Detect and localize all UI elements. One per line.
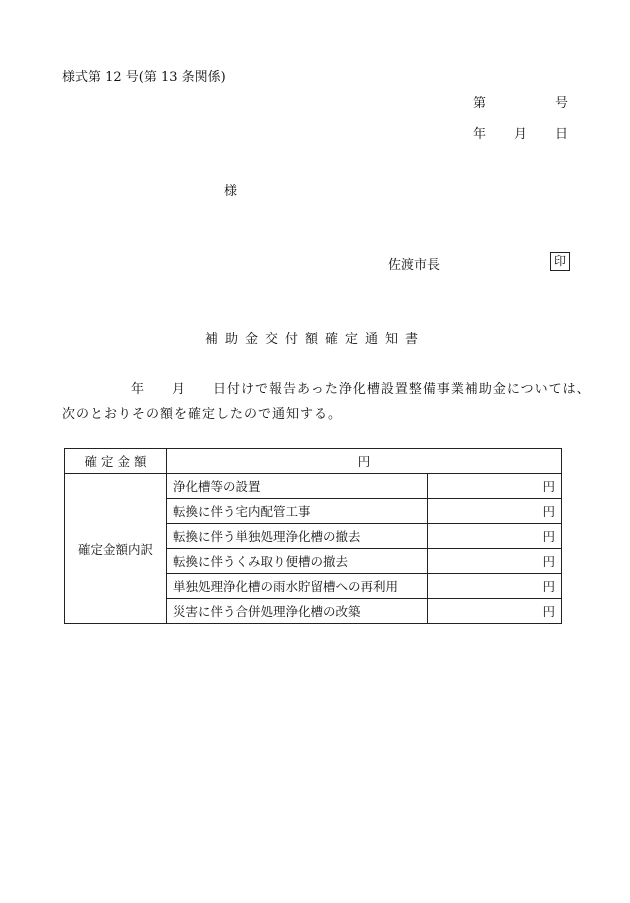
amount-table	[64, 448, 562, 624]
table-row	[65, 474, 562, 499]
doc-number-suffix: 号	[555, 96, 569, 111]
item-label: 転換に伴う宅内配管工事	[167, 499, 428, 524]
document-title: 補助金交付額確定通知書	[204, 332, 425, 347]
item-label: 転換に伴うくみ取り便槽の撤去	[167, 549, 428, 574]
date-month: 月	[514, 127, 528, 142]
date-year: 年	[473, 127, 487, 142]
item-amount: 円	[428, 474, 562, 499]
item-label: 浄化槽等の設置	[167, 474, 428, 499]
item-amount: 円	[428, 574, 562, 599]
issuer-title: 佐渡市長	[388, 258, 441, 273]
item-amount: 円	[428, 549, 562, 574]
body-line1: 日付けで報告あった浄化槽設置整備事業補助金については、	[213, 382, 591, 397]
table-row	[65, 449, 562, 474]
item-amount: 円	[428, 524, 562, 549]
addressee-suffix: 様	[224, 184, 238, 199]
form-label: 様式第 12 号(第 13 条関係)	[62, 70, 226, 85]
item-label: 転換に伴う単独処理浄化槽の撤去	[167, 524, 428, 549]
body-year: 年	[131, 382, 145, 397]
body-month: 月	[172, 382, 186, 397]
doc-number-prefix: 第	[473, 96, 487, 111]
confirmed-amount-value: 円	[167, 449, 562, 474]
item-amount: 円	[428, 499, 562, 524]
item-label: 災害に伴う合併処理浄化槽の改築	[167, 599, 428, 624]
confirmed-amount-label: 確 定 金 額	[65, 449, 167, 474]
body-line2: 次のとおりその額を確定したので通知する。	[62, 407, 343, 422]
item-label: 単独処理浄化槽の雨水貯留槽への再利用	[167, 574, 428, 599]
date-day: 日	[555, 127, 569, 142]
seal-stamp: 印	[550, 252, 570, 271]
breakdown-label: 確定金額内訳	[65, 474, 167, 624]
item-amount: 円	[428, 599, 562, 624]
